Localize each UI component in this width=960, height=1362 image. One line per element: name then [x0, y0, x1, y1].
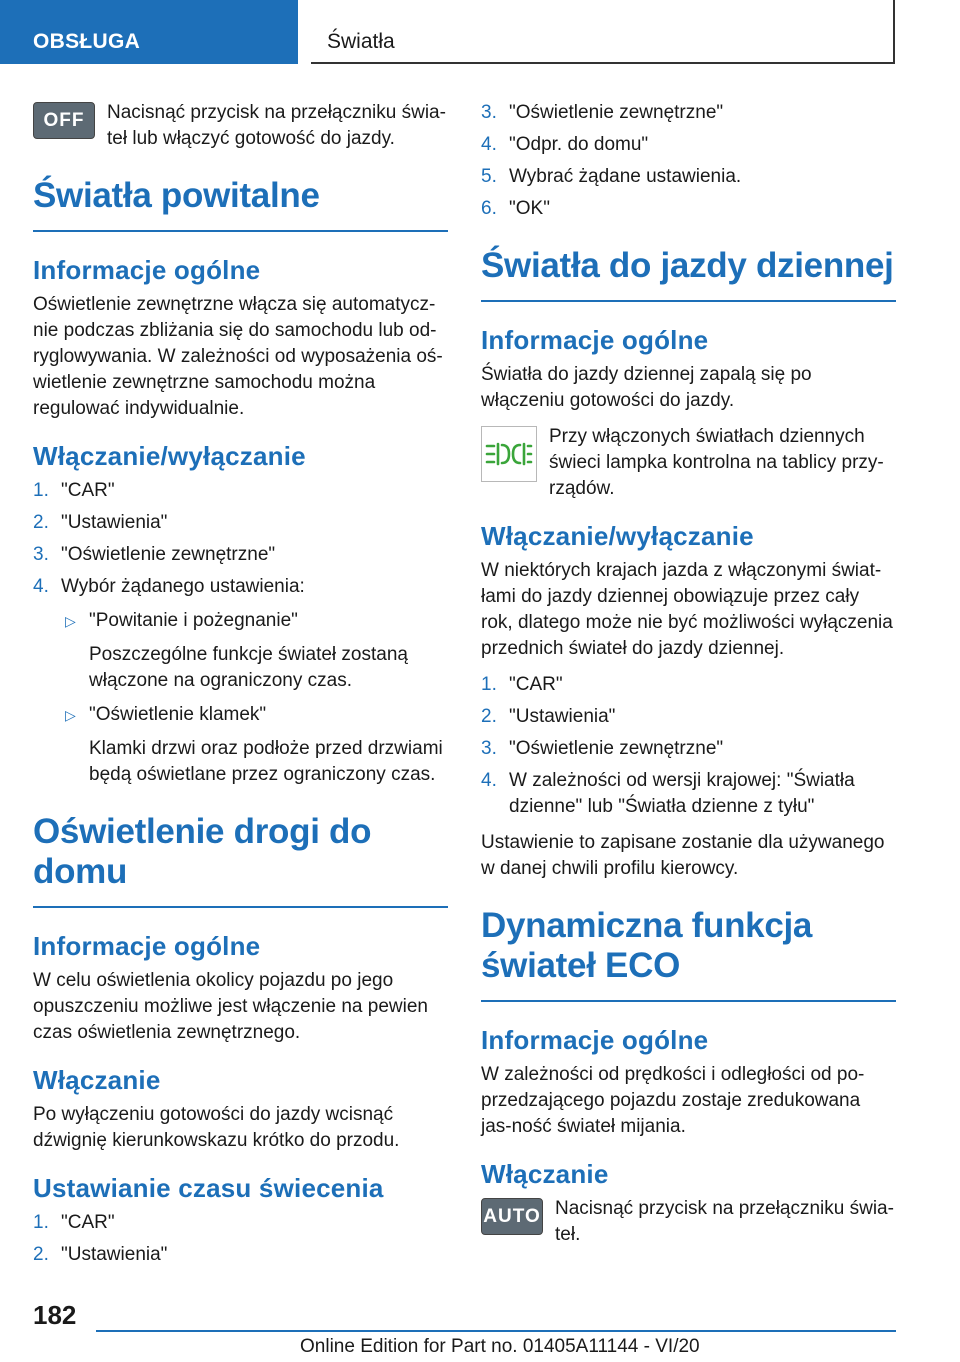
eco-on-heading: Włączanie	[481, 1159, 609, 1189]
eco-heading: Dynamiczna funkcja świateł ECO	[481, 906, 896, 1002]
list-item: 6. "OK"	[481, 198, 550, 219]
eco-general-text: W zależności od prędkości i odległości od po-przedzającego pojazdu zostaje zredukowana jas-ność świateł mijania.	[481, 1064, 865, 1137]
triangle-bullet-icon: ▷	[65, 613, 76, 629]
footer-edition: Online Edition for Part no. 01405A11144 - VI/20	[300, 1336, 700, 1357]
auto-instruction-text: Nacisnąć przycisk na przełączniku świa-teł.	[555, 1198, 894, 1245]
welcome-onoff-heading: Włączanie/wyłączanie	[33, 441, 306, 471]
home-steps-start	[33, 1210, 448, 1268]
welcome-options	[61, 608, 448, 788]
home-time-heading: Ustawianie czasu świecenia	[33, 1173, 384, 1203]
page-number: 182	[33, 1300, 77, 1330]
auto-button-icon: AUTO	[481, 1198, 543, 1235]
home-on-text: Po wyłączeniu gotowości do jazdy wcisnąć dźwignię kierunkowskazu krótko do przodu.	[33, 1104, 400, 1151]
drl-heading: Światła do jazdy dziennej	[481, 246, 896, 302]
drl-general-heading: Informacje ogólne	[481, 325, 709, 355]
eco-general-heading: Informacje ogólne	[481, 1025, 709, 1055]
list-item: 4. "Odpr. do domu"	[481, 134, 649, 155]
welcome-general-text: Oświetlenie zewnętrzne włącza się automatycz-nie podczas zbliżania się do samochodu lub od-ryglowywania. W zależności od wyposażenia oś-wietlenie zewnętrzne samochodu można regulować indywidualnie.	[33, 294, 443, 419]
list-item: ▷ "Powitanie i pożegnanie" Poszczególne funkcje świateł zostaną włączone na ograniczony czas.	[65, 610, 408, 691]
chapter-title: Światła	[311, 0, 895, 64]
home-general-heading: Informacje ogólne	[33, 931, 261, 961]
welcome-steps	[33, 478, 448, 788]
daytime-running-light-icon	[481, 426, 537, 482]
list-item: 2. "Ustawienia"	[33, 1244, 168, 1265]
list-item: 4. Wybór żądanego ustawienia: ▷ "Powitanie i pożegnanie" Poszczególne funkcje świateł zostaną włączone na ograniczony czas. ▷ "Oświetlenie klamek" Klamki drzwi oraz podłoże przed drzwiami będą oświetlane przez ograniczony czas.	[33, 574, 448, 788]
drl-general-text: Światła do jazdy dziennej zapalą się po włączeniu gotowości do jazdy.	[481, 364, 812, 411]
list-item: 1. "CAR"	[481, 674, 563, 695]
triangle-bullet-icon: ▷	[65, 707, 76, 723]
home-steps-continued	[481, 100, 896, 222]
section-tab: OBSŁUGA	[0, 0, 298, 64]
off-instruction	[33, 100, 448, 152]
left-column	[33, 100, 448, 1278]
drl-saved-text: Ustawienie to zapisane zostanie dla używanego w danej chwili profilu kierowcy.	[481, 832, 885, 879]
home-general-text: W celu oświetlenia okolicy pojazdu po jego opuszczeniu możliwe jest włączenie na pewien czas oświetlenia zewnętrznego.	[33, 970, 428, 1043]
drl-onoff-heading: Włączanie/wyłączanie	[481, 521, 754, 551]
welcome-lights-heading: Światła powitalne	[33, 176, 448, 232]
home-on-heading: Włączanie	[33, 1065, 161, 1095]
list-item: ▷ "Oświetlenie klamek" Klamki drzwi oraz podłoże przed drzwiami będą oświetlane przez ograniczony czas.	[65, 704, 443, 785]
home-lights-heading: Oświetlenie drogi do domu	[33, 812, 448, 908]
list-item: 2. "Ustawienia"	[33, 512, 168, 533]
footer-divider	[96, 1330, 896, 1332]
drl-indicator-text: Przy włączonych światłach dziennych świeci lampka kontrolna na tablicy przy-rządów.	[549, 426, 884, 499]
drl-onoff-text: W niektórych krajach jazda z włączonymi świat-łami do jazdy dziennej obowiązuje przez cały rok, dlatego może nie być możliwości wyłączenia przednich świateł do jazdy dziennej.	[481, 560, 893, 659]
list-item: 3. "Oświetlenie zewnętrzne"	[33, 544, 276, 565]
list-item: 3. "Oświetlenie zewnętrzne"	[481, 738, 724, 759]
right-column	[481, 100, 896, 1262]
list-item: 5. Wybrać żądane ustawienia.	[481, 166, 742, 187]
list-item: 1. "CAR"	[33, 480, 115, 501]
drl-steps	[481, 672, 896, 820]
off-button-icon: OFF	[33, 102, 95, 139]
list-item: 2. "Ustawienia"	[481, 706, 616, 727]
auto-instruction	[481, 1196, 896, 1248]
list-item: 4. W zależności od wersji krajowej: "Światła dzienne" lub "Światła dzienne z tyłu"	[481, 770, 855, 817]
welcome-general-heading: Informacje ogólne	[33, 255, 261, 285]
list-item: 3. "Oświetlenie zewnętrzne"	[481, 102, 724, 123]
list-item: 1. "CAR"	[33, 1212, 115, 1233]
drl-indicator-note	[481, 424, 896, 502]
off-instruction-text: Nacisnąć przycisk na przełączniku świa-teł lub włączyć gotowość do jazdy.	[107, 102, 446, 149]
